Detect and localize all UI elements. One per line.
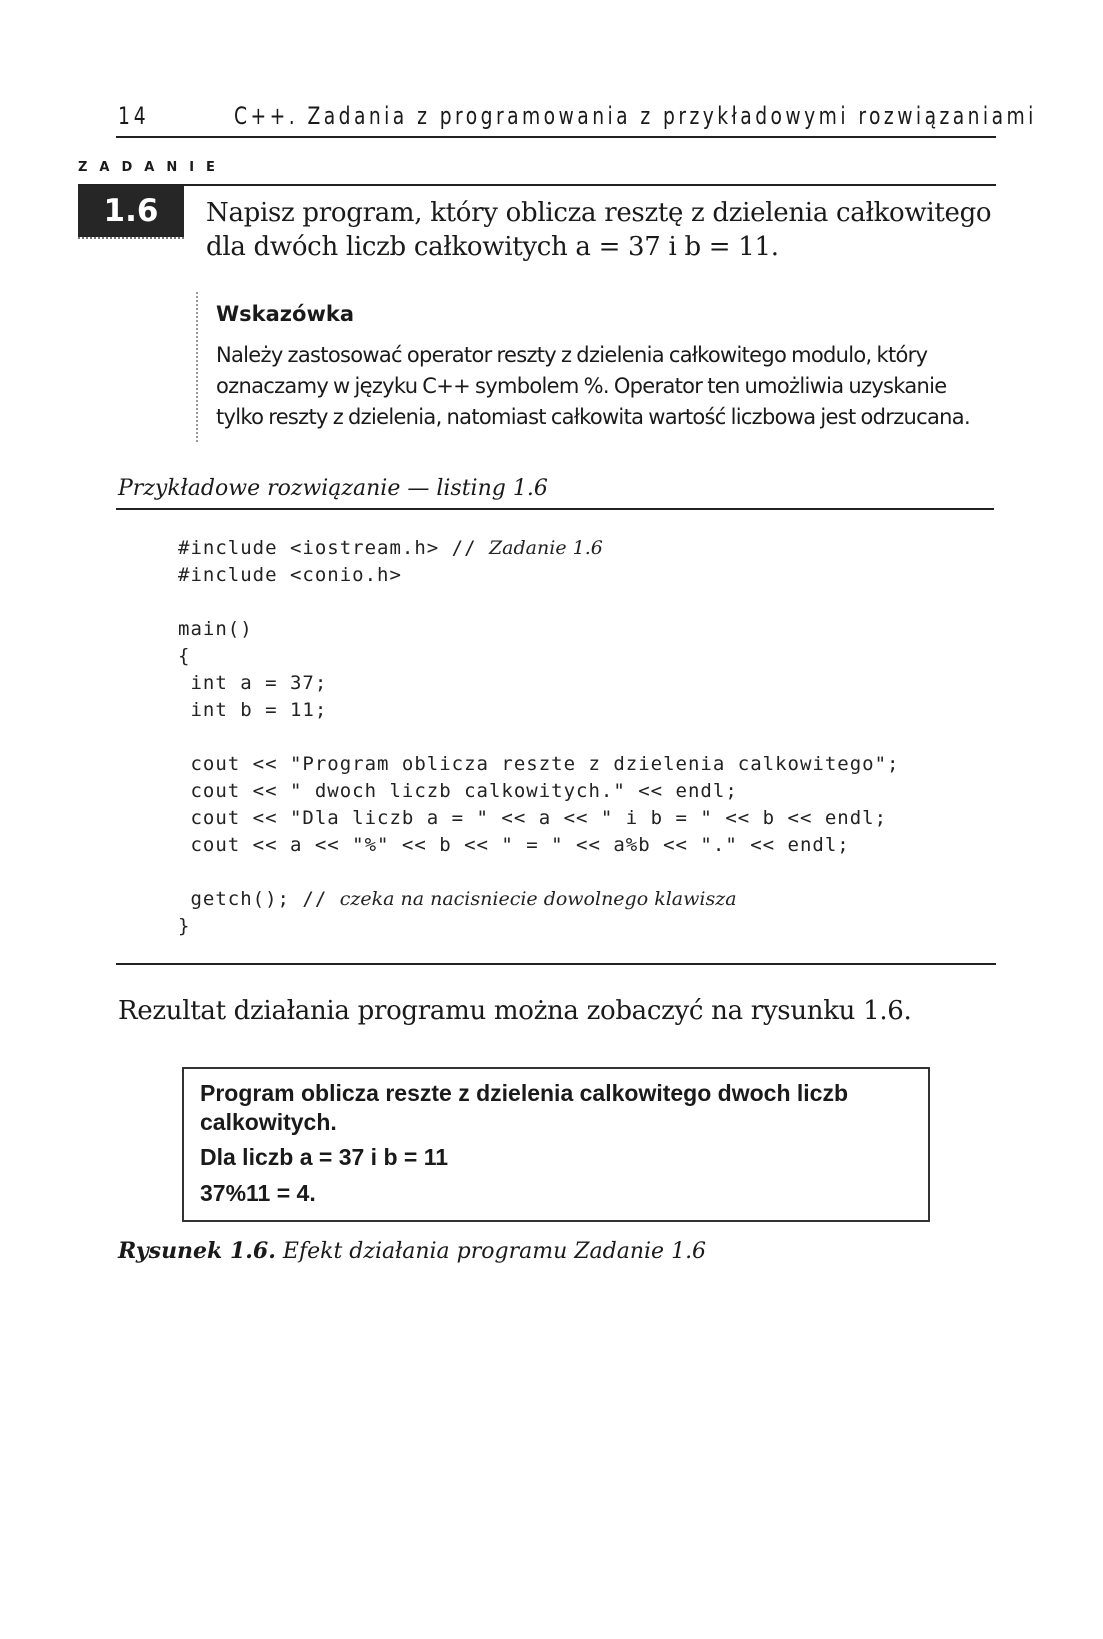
code-text: { [178,645,191,667]
code-text: main() [178,618,253,640]
figure-caption-text: Efekt działania programu Zadanie 1.6 [282,1239,707,1264]
result-text: Rezultat działania programu można zobaczyć na rysunku 1.6. [118,996,912,1026]
code-text: cout << " dwoch liczb calkowitych." << endl; [178,780,738,802]
code-line [178,645,190,667]
task-label: ZADANIE [78,160,227,175]
code-line [178,834,850,856]
code-comment: Zadanie 1.6 [488,537,603,559]
console-output-box [182,1067,930,1222]
listing-caption: Przykładowe rozwiązanie — listing 1.6 [118,476,548,501]
page-number: 14 [118,102,150,130]
figure-caption [118,1238,706,1264]
code-text: getch(); // [178,888,340,910]
hint-title: Wskazówka [216,302,354,326]
book-title: C++. Zadania z programowania z przykładowymi rozwiązaniami [234,102,1037,130]
task-text: Napisz program, który oblicza resztę z dzielenia całkowitego dla dwóch liczb całkowitych a = 37 i b = 11. [206,198,992,262]
console-line: 37%11 = 4. [200,1180,316,1206]
code-text: int b = 11; [178,699,328,721]
code-line [178,672,327,694]
code-line [178,618,253,640]
code-text: #include <iostream.h> // [178,537,489,559]
console-line: Program oblicza reszte z dzielenia calkowitego dwoch liczb calkowitych. [200,1080,848,1135]
task-number-badge: 1.6 [78,186,184,237]
hint-box [196,292,998,442]
code-line [178,807,887,829]
listing-rule-bottom [116,963,996,965]
code-text: } [178,915,191,937]
code-text: cout << a << "%" << b << " = " << a%b << "." << endl; [178,834,850,856]
code-line [178,564,402,586]
task-badge-divider [78,237,184,239]
code-text: cout << "Program oblicza reszte z dzielenia calkowitego"; [178,753,900,775]
code-line [178,537,603,559]
code-line [178,699,327,721]
hint-text: Należy zastosować operator reszty z dzielenia całkowitego modulo, który oznaczamy w języku C++ symbolem %. Operator ten umożliwia uzyskanie tylko reszty z dzielenia, natomiast całkowita wartość liczbowa jest odrzucana. [216,343,970,429]
code-line [178,888,737,910]
task-rule [78,184,996,186]
code-text: int a = 37; [178,672,328,694]
console-line: Dla liczb a = 37 i b = 11 [200,1144,449,1170]
code-text: cout << "Dla liczb a = " << a << " i b = " << b << endl; [178,807,888,829]
page-header [116,96,1037,138]
code-text: #include <conio.h> [178,564,402,586]
code-comment: czeka na nacisniecie dowolnego klawisza [339,888,737,910]
code-line [178,753,899,775]
code-line [178,915,190,937]
code-line [178,780,738,802]
listing-rule-top [116,508,994,510]
figure-label: Rysunek 1.6. [118,1238,276,1264]
